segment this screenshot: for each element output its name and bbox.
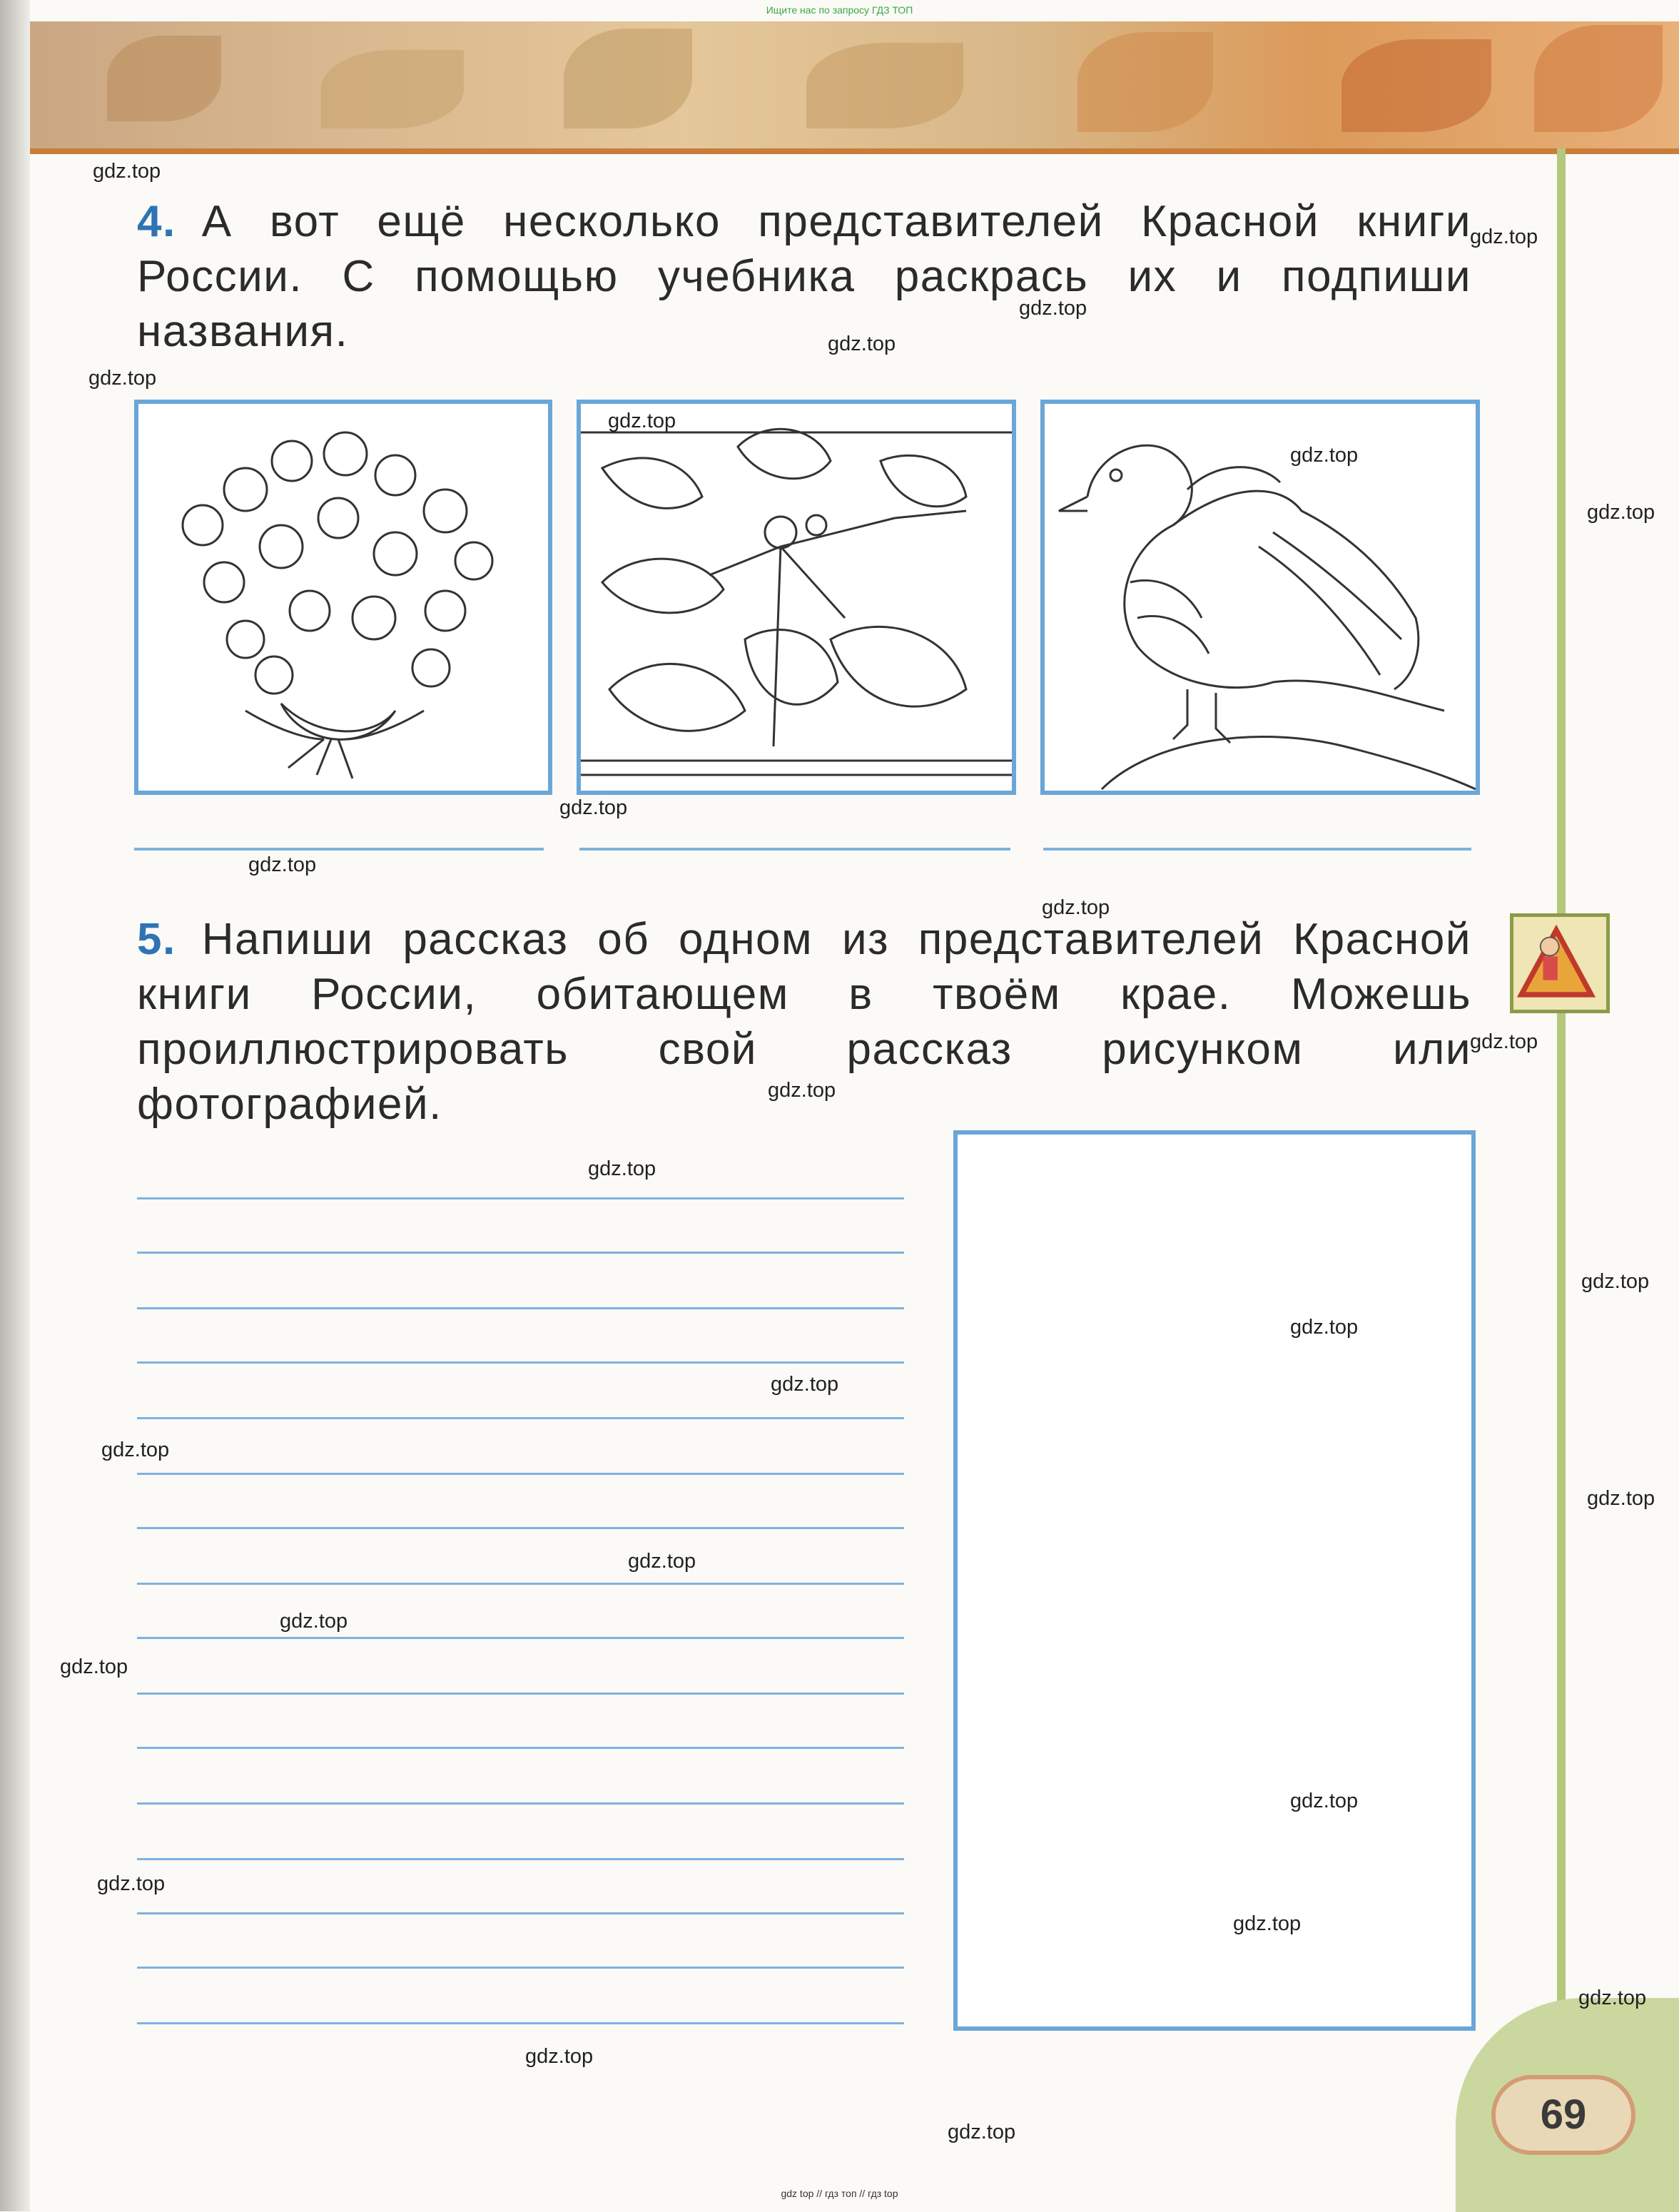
watermark: gdz.top (559, 796, 628, 819)
watermark: gdz.top (93, 160, 161, 183)
writing-line[interactable] (137, 1693, 904, 1695)
watermark: gdz.top (525, 2045, 594, 2068)
answer-line-2[interactable] (579, 848, 1010, 851)
task-4-number: 4. (137, 197, 176, 246)
bottom-note: gdz top // гдз топ // гдз top (781, 2188, 898, 2199)
autumn-leaves-banner (21, 21, 1679, 154)
watermark: gdz.top (828, 333, 896, 355)
writing-line[interactable] (137, 1252, 904, 1254)
watermark: gdz.top (1587, 501, 1655, 524)
writing-line[interactable] (137, 1802, 904, 1805)
attention-sign-icon (1510, 913, 1610, 1013)
watermark: gdz.top (88, 367, 157, 390)
watermark: gdz.top (608, 410, 676, 432)
watermark: gdz.top (60, 1655, 128, 1678)
writing-line[interactable] (137, 1473, 904, 1475)
writing-line[interactable] (137, 1197, 904, 1199)
watermark: gdz.top (768, 1079, 836, 1102)
watermark: gdz.top (1290, 1790, 1359, 1812)
answer-line-1[interactable] (134, 848, 544, 851)
watermark: gdz.top (1233, 1912, 1302, 1935)
writing-line[interactable] (137, 1307, 904, 1309)
watermark: gdz.top (1290, 1316, 1359, 1339)
watermark: gdz.top (1470, 1030, 1538, 1053)
writing-line[interactable] (137, 1583, 904, 1585)
writing-line[interactable] (137, 1417, 904, 1419)
writing-line[interactable] (137, 1967, 904, 1969)
book-spine-shadow (0, 0, 30, 2211)
writing-line[interactable] (137, 1527, 904, 1529)
answer-line-3[interactable] (1043, 848, 1471, 851)
watermark: gdz.top (248, 853, 317, 876)
watermark: gdz.top (97, 1872, 166, 1895)
watermark: gdz.top (280, 1610, 348, 1633)
watermark: gdz.top (1019, 297, 1087, 320)
watermark: gdz.top (771, 1373, 839, 1396)
task-5-number: 5. (137, 915, 176, 964)
watermark: gdz.top (1470, 225, 1538, 248)
writing-line[interactable] (137, 1361, 904, 1364)
task-5-text: Напиши рассказ об одном из представителей Красной книги России, обитающем в твоём крае. Можешь проиллюстрировать свой рассказ рисунком или фотографией. (137, 915, 1471, 1129)
writing-line[interactable] (137, 1858, 904, 1860)
mandarin-duck-illustration-icon (1045, 404, 1476, 791)
watermark: gdz.top (1290, 444, 1359, 467)
flower-cluster-illustration-icon (138, 404, 548, 791)
watermark: gdz.top (1581, 1270, 1650, 1293)
writing-line[interactable] (137, 1747, 904, 1749)
top-note: Ищите нас по запросу ГДЗ ТОП (766, 4, 913, 16)
image-frame-1 (134, 400, 552, 795)
margin-rail (1557, 148, 1566, 2039)
writing-line[interactable] (137, 2022, 904, 2024)
watermark: gdz.top (1587, 1487, 1655, 1510)
watermark: gdz.top (628, 1550, 696, 1573)
page-number: 69 (1491, 2075, 1635, 2155)
task-4-text: А вот ещё несколько представителей Красной книги России. С помощью учебника раскрась их и подпиши названия. (137, 197, 1471, 356)
illustration-box[interactable] (953, 1130, 1476, 2031)
task-4-instruction (137, 194, 1471, 359)
watermark: gdz.top (1578, 1987, 1647, 2009)
plant-leaves-illustration-icon (581, 404, 1012, 791)
image-frame-3 (1040, 400, 1480, 795)
image-frame-2 (577, 400, 1016, 795)
writing-line[interactable] (137, 1637, 904, 1639)
watermark: gdz.top (588, 1157, 656, 1180)
watermark: gdz.top (948, 2121, 1016, 2143)
writing-line[interactable] (137, 1912, 904, 1914)
watermark: gdz.top (101, 1439, 170, 1461)
watermark: gdz.top (1042, 896, 1110, 919)
